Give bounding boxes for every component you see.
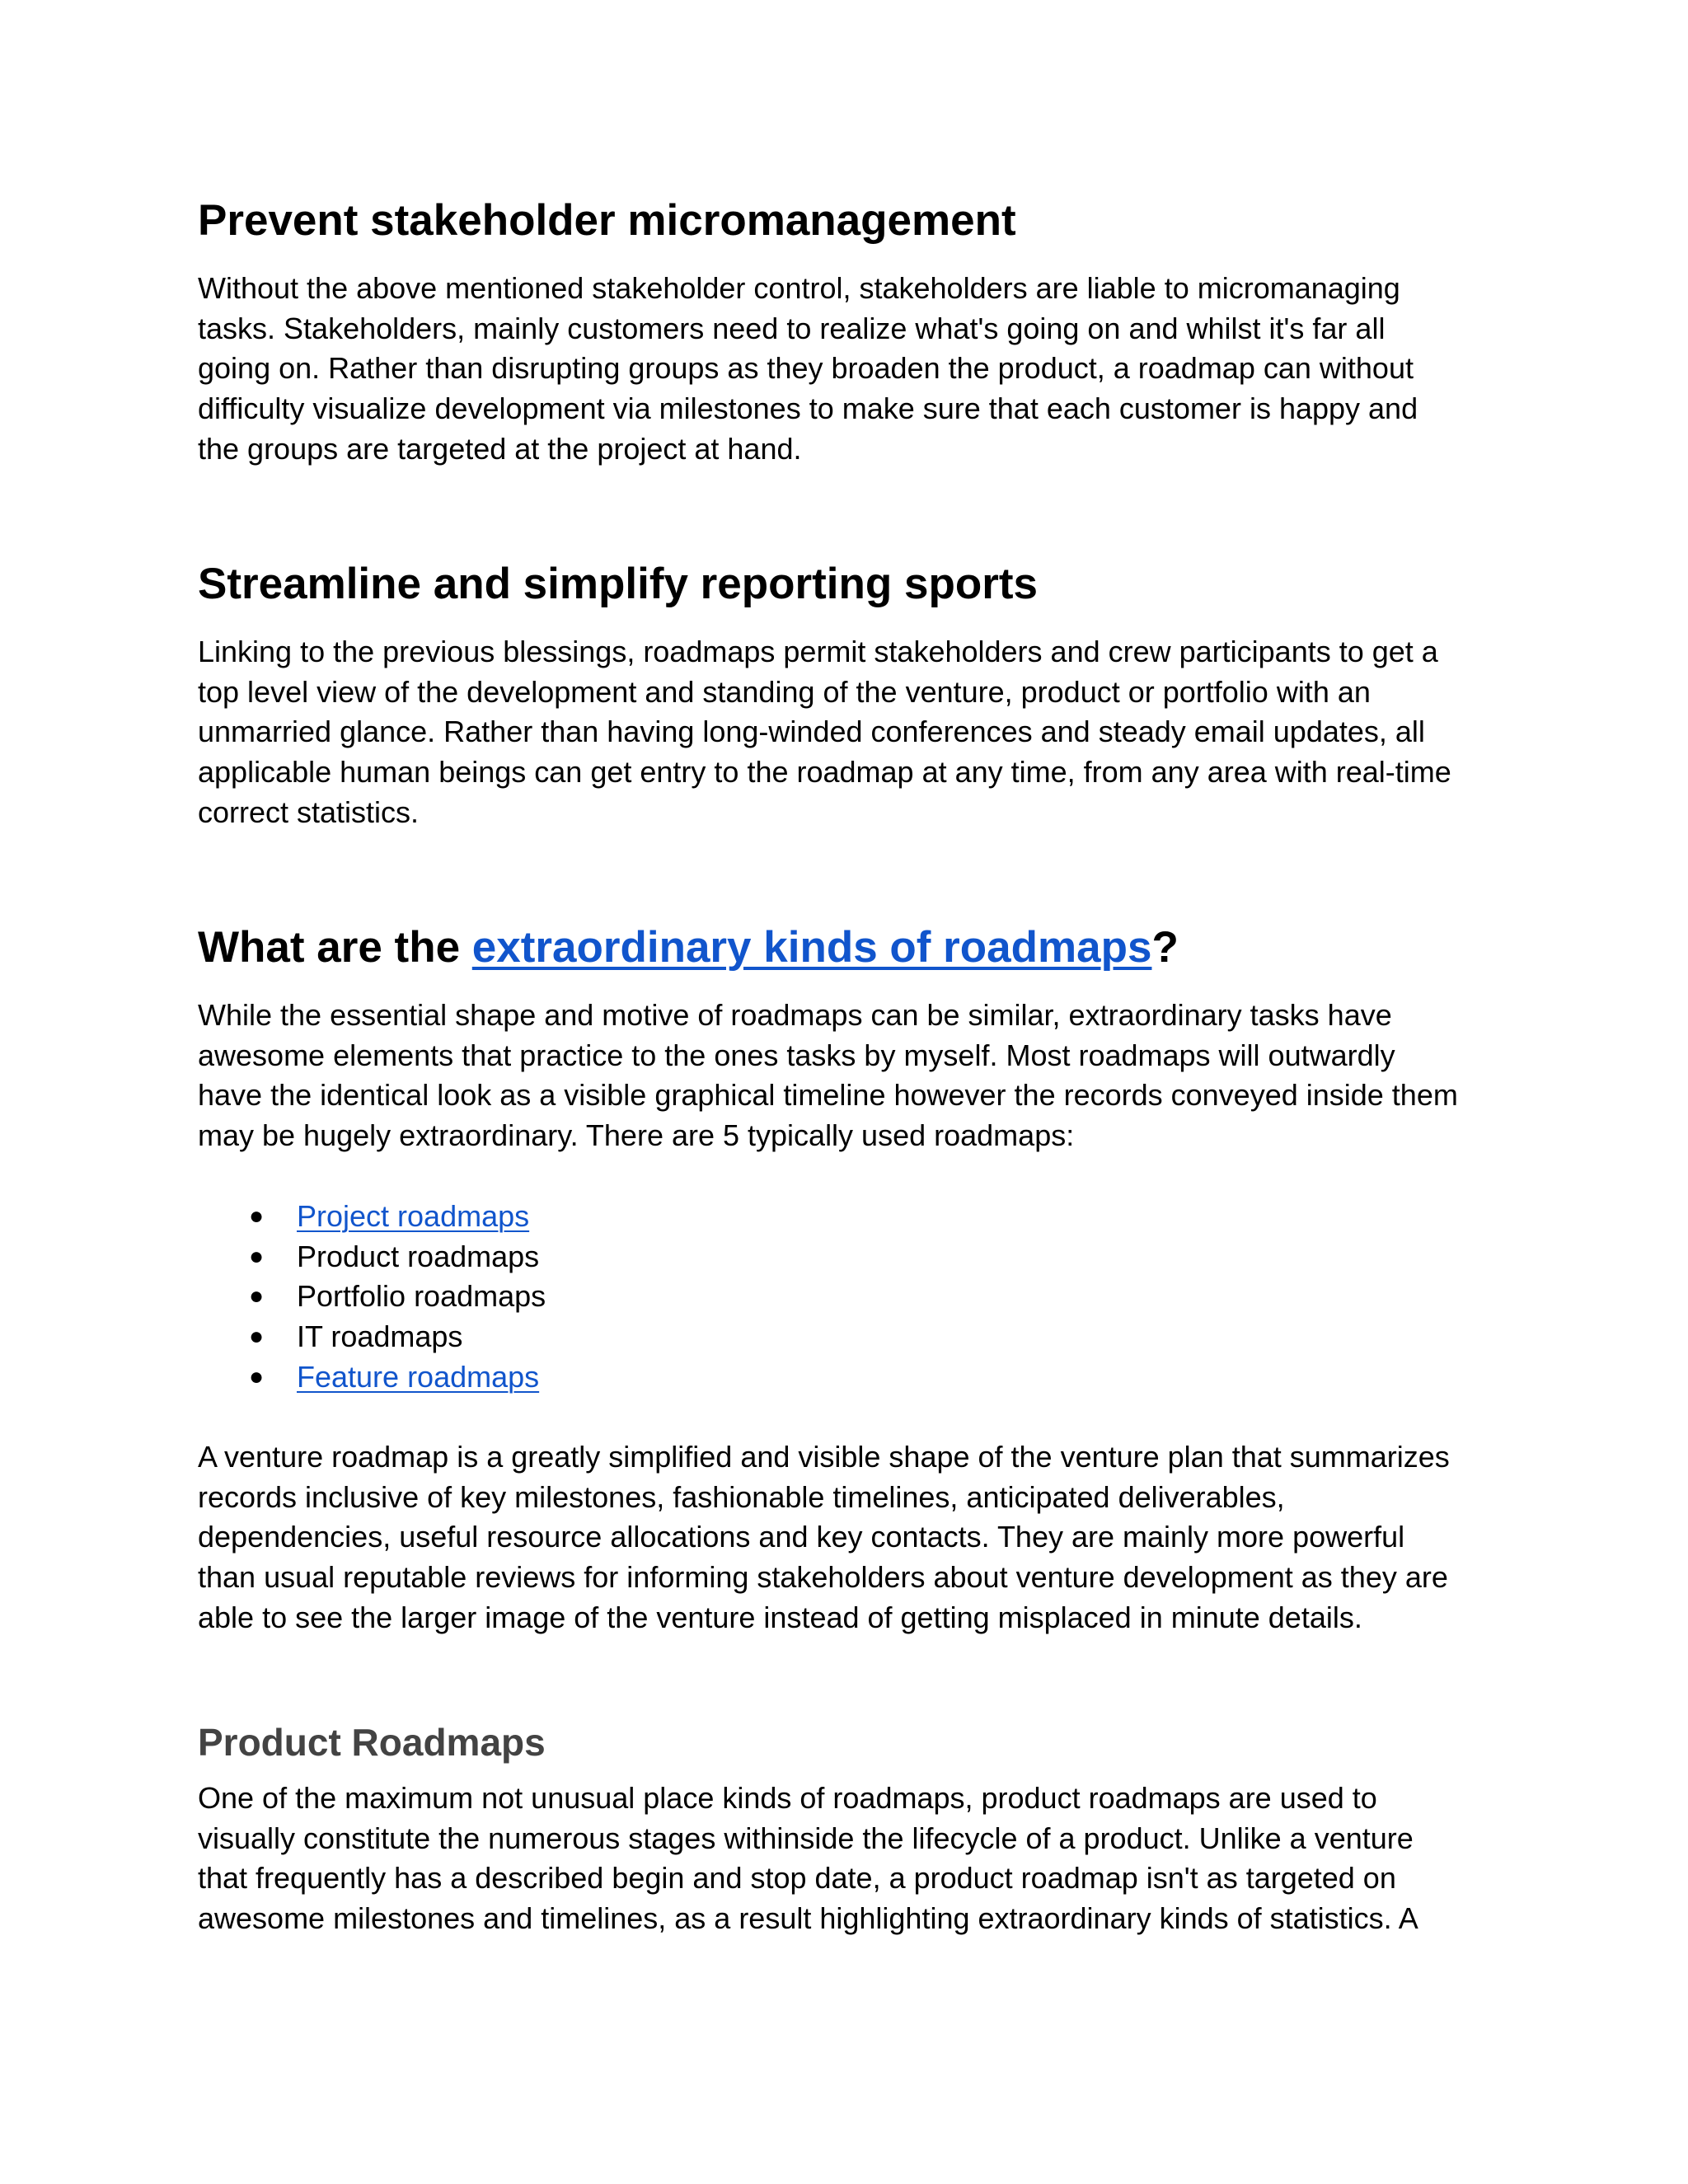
bullet-icon: ●	[249, 1323, 265, 1351]
paragraph-line: may be hugely extraordinary. There are 5 typically used roadmaps:	[198, 1118, 1075, 1153]
paragraph-line: difficulty visualize development via milestones to make sure that each customer is happy and	[198, 391, 1418, 426]
heading-streamline-reporting: Streamline and simplify reporting sports	[198, 560, 1038, 608]
paragraph-line: unmarried glance. Rather than having long-winded conferences and steady email updates, all	[198, 715, 1425, 749]
paragraph-line: able to see the larger image of the venture instead of getting misplaced in minute details.	[198, 1600, 1362, 1634]
paragraph-kinds-intro	[198, 996, 1458, 1156]
paragraph-line: have the identical look as a visible graphical timeline however the records conveyed inside them	[198, 1078, 1458, 1113]
list-item-label: Product roadmaps	[297, 1239, 540, 1273]
paragraph-line: visually constitute the numerous stages withinside the lifecycle of a product. Unlike a venture	[198, 1821, 1414, 1855]
list-item-label: Portfolio roadmaps	[297, 1279, 546, 1314]
paragraph-line: top level view of the development and standing of the venture, product or portfolio with an	[198, 674, 1371, 709]
heading-suffix: ?	[1151, 923, 1179, 972]
list-item	[198, 1237, 1187, 1277]
paragraph-line: that frequently has a described begin and stop date, a product roadmap isn't as targeted on	[198, 1861, 1396, 1896]
paragraph-line: Linking to the previous blessings, roadmaps permit stakeholders and crew participants to get a	[198, 635, 1438, 668]
bullet-icon: ●	[249, 1282, 265, 1310]
kinds-of-roadmaps-link[interactable]: extraordinary kinds of roadmaps	[471, 923, 1152, 972]
paragraph-line: One of the maximum not unusual place kinds of roadmaps, product roadmaps are used to	[198, 1781, 1377, 1815]
paragraph-line: than usual reputable reviews for informing stakeholders about venture development as they are	[198, 1560, 1448, 1595]
heading-prevent-micromanagement: Prevent stakeholder micromanagement	[198, 196, 1016, 245]
project-roadmaps-link[interactable]: Project roadmaps	[297, 1199, 530, 1233]
roadmap-types-list	[198, 1197, 1187, 1398]
paragraph-line: A venture roadmap is a greatly simplified and visible shape of the venture plan that summarizes	[198, 1440, 1450, 1474]
paragraph-line: correct statistics.	[198, 794, 420, 829]
paragraph-line: dependencies, useful resource allocations and key contacts. They are mainly more powerful	[198, 1520, 1405, 1554]
paragraph-venture-roadmap	[198, 1437, 1450, 1638]
bullet-icon: ●	[249, 1362, 265, 1390]
paragraph-product-roadmaps	[198, 1779, 1418, 1939]
paragraph-line: the groups are targeted at the project at hand.	[198, 431, 802, 466]
paragraph-line: awesome elements that practice to the ones tasks by myself. Most roadmaps will outwardly	[198, 1038, 1395, 1072]
heading-kinds-of-roadmaps	[198, 921, 1179, 974]
paragraph-line: records inclusive of key milestones, fashionable timelines, anticipated deliverables,	[198, 1479, 1285, 1514]
heading-prefix: What are the	[198, 923, 472, 972]
list-item	[198, 1277, 1187, 1317]
paragraph-micromanagement	[198, 269, 1418, 470]
paragraph-line: Without the above mentioned stakeholder control, stakeholders are liable to micromanaging	[198, 271, 1400, 305]
paragraph-reporting	[198, 632, 1451, 833]
list-item	[198, 1197, 1187, 1237]
list-item-label: IT roadmaps	[297, 1319, 463, 1354]
list-item	[198, 1317, 1187, 1357]
paragraph-line: While the essential shape and motive of roadmaps can be similar, extraordinary tasks have	[198, 998, 1392, 1032]
feature-roadmaps-link[interactable]: Feature roadmaps	[297, 1359, 540, 1394]
bullet-icon: ●	[249, 1242, 265, 1270]
paragraph-line: tasks. Stakeholders, mainly customers need to realize what's going on and whilst it's far all	[198, 311, 1386, 345]
bullet-icon: ●	[249, 1202, 265, 1230]
subheading-product-roadmaps: Product Roadmaps	[198, 1721, 546, 1764]
paragraph-line: applicable human beings can get entry to the roadmap at any time, from any area with real-time	[198, 755, 1451, 790]
paragraph-line: awesome milestones and timelines, as a result highlighting extraordinary kinds of statistics. A	[198, 1901, 1418, 1936]
paragraph-line: going on. Rather than disrupting groups as they broaden the product, a roadmap can without	[198, 351, 1414, 386]
list-item	[198, 1357, 1187, 1398]
